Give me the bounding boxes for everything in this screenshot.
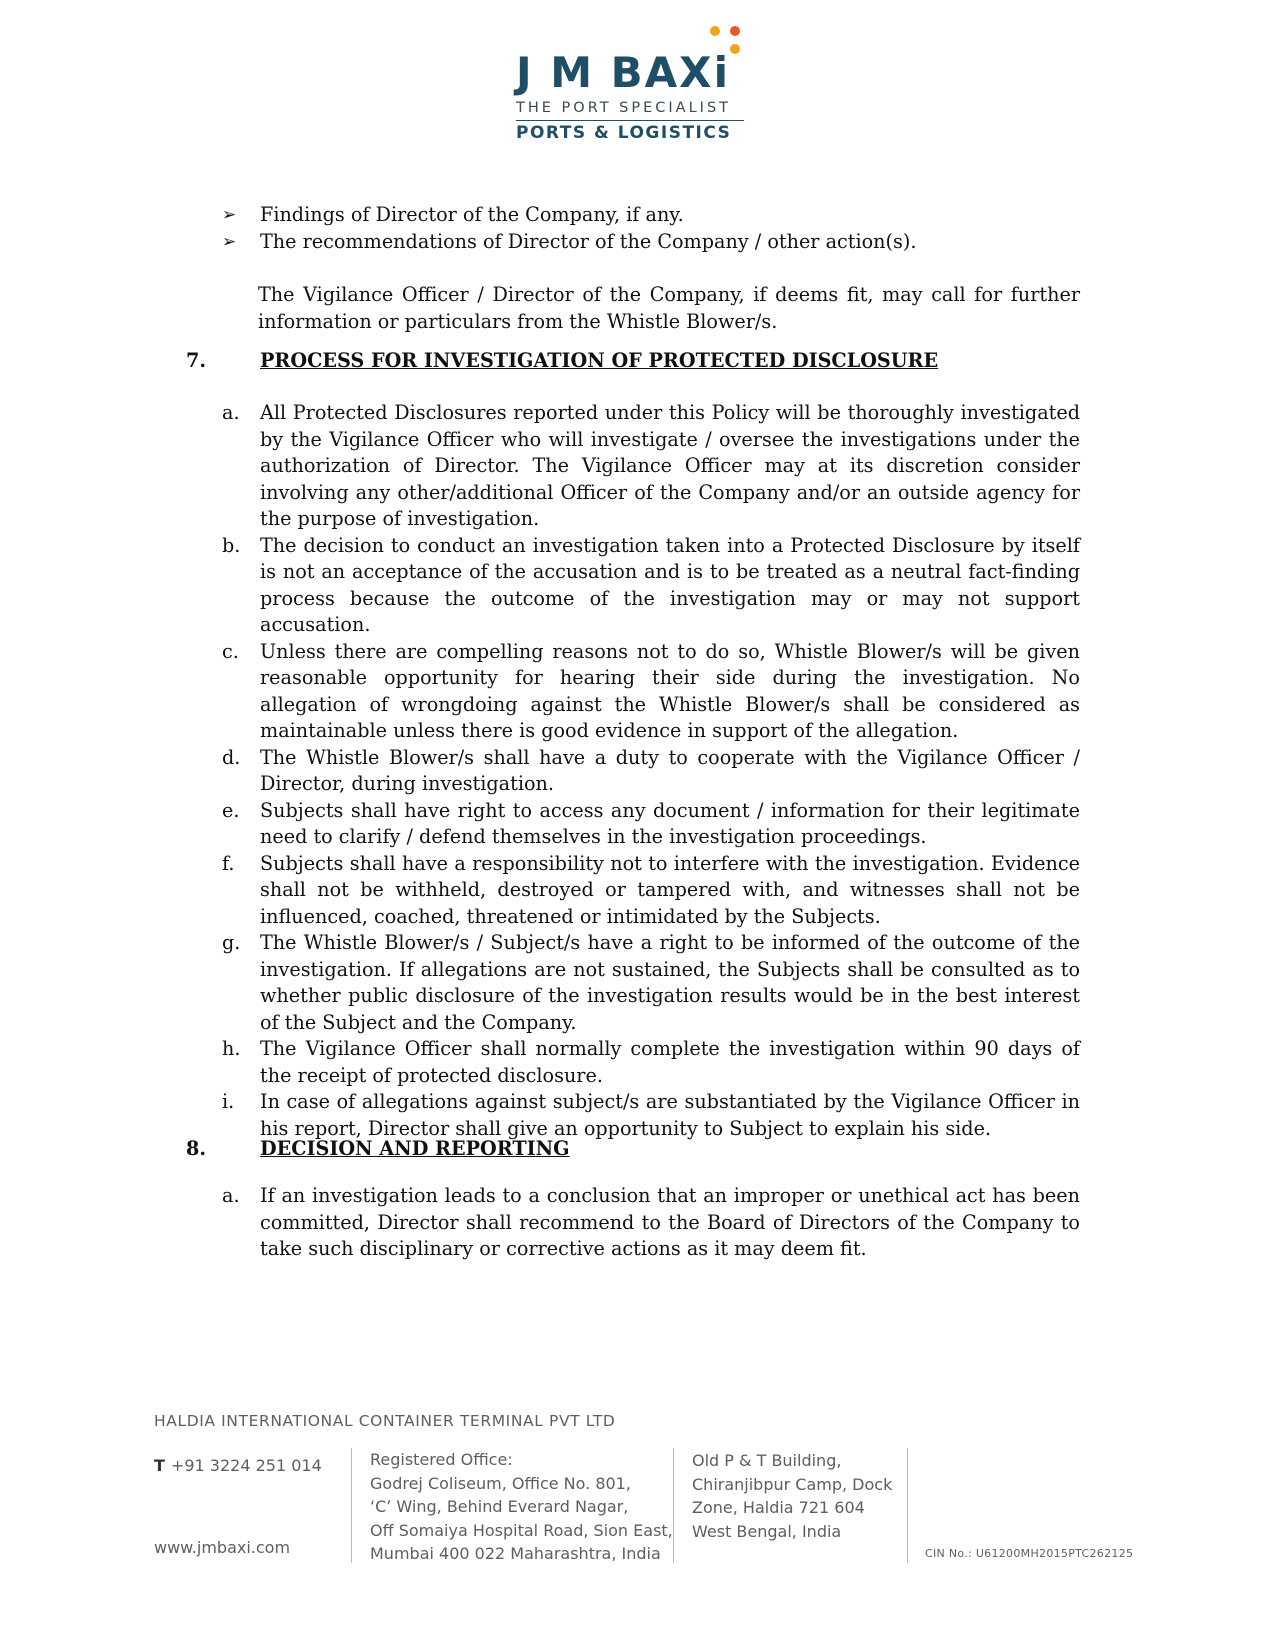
list-item <box>220 851 1080 931</box>
address-line: Off Somaiya Hospital Road, Sion East, <box>370 1520 673 1540</box>
footer-divider <box>673 1448 674 1563</box>
phone-number: +91 3224 251 014 <box>170 1456 322 1475</box>
item-text: Unless there are compelling reasons not to do so, Whistle Blower/s will be given reasonable opportunity for hearing their side during the investigation. No allegation of wrongdoing against the Whistle Blower/s shall be considered as maintainable unless there is good evidence in support of the allegation. <box>260 639 1080 742</box>
item-letter: d. <box>222 745 241 769</box>
arrow-bullet-icon: ➢ <box>222 205 237 225</box>
item-letter: g. <box>222 931 241 954</box>
footer-cin-number: CIN No.: U61200MH2015PTC262125 <box>925 1547 1134 1560</box>
footer-divider <box>907 1448 908 1563</box>
arrow-bullet-icon: ➢ <box>222 231 237 252</box>
item-letter: a. <box>222 1184 240 1207</box>
footer-phone <box>154 1456 322 1475</box>
item-text: If an investigation leads to a conclusion that an improper or unethical act has been committed, Director shall recommend to the Board of Directors of the Company to take such disciplinary or corrective actions as it may deem fit. <box>260 1184 1080 1260</box>
logo-brand: J M BAXi <box>516 48 730 97</box>
item-text: All Protected Disclosures reported under this Policy will be thoroughly investigated by the Vigilance Officer who will investigate / oversee the investigations under the authorization of Director. The Vigilance Officer may at its discretion consider involving any other/additional Officer of the Company and/or an outside agency for the purpose of investigation. <box>260 401 1080 530</box>
address-line: Zone, Haldia 721 604 <box>692 1498 865 1517</box>
address-line: Mumbai 400 022 Maharashtra, India <box>370 1544 661 1563</box>
footer-website[interactable]: www.jmbaxi.com <box>154 1538 291 1557</box>
address-line: Registered Office: <box>370 1450 513 1469</box>
phone-label: T <box>154 1456 165 1475</box>
item-text: The Vigilance Officer shall normally complete the investigation within 90 days of the receipt of protected disclosure. <box>260 1037 1080 1087</box>
item-text: Subjects shall have a responsibility not to interfere with the investigation. Evidence shall not be withheld, destroyed or tampered with, and witnesses shall not be influenced, coached, threatened or intimidated by the Subjects. <box>260 851 1080 928</box>
address-line: West Bengal, India <box>692 1521 842 1541</box>
item-letter: e. <box>222 798 240 822</box>
logo-dot-orange <box>730 44 740 54</box>
item-text: The Whistle Blower/s shall have a duty to cooperate with the Vigilance Officer / Director, during investigation. <box>260 745 1080 795</box>
list-item <box>220 798 1080 851</box>
section-title: PROCESS FOR INVESTIGATION OF PROTECTED DISCLOSURE <box>260 349 939 372</box>
logo-dot-red <box>730 26 740 36</box>
section-number: 7. <box>186 349 207 372</box>
list-item <box>220 1183 1080 1263</box>
list-item <box>220 1089 1080 1142</box>
section-number: 8. <box>186 1137 207 1160</box>
item-text: The Whistle Blower/s / Subject/s have a right to be informed of the outcome of the investigation. If allegations are not sustained, the Subjects shall be consulted as to whether public disclosure of the investigation results would be in the best interest of the Subject and the Company. <box>260 931 1080 1034</box>
footer-divider <box>351 1448 352 1563</box>
logo-subtagline: PORTS & LOGISTICS <box>516 120 744 143</box>
address-line: Godrej Coliseum, Office No. 801, <box>370 1473 631 1493</box>
address-line: ‘C’ Wing, Behind Everard Nagar, <box>370 1497 629 1516</box>
bullet-text: Findings of Director of the Company, if any. <box>260 203 684 226</box>
item-text: The decision to conduct an investigation taken into a Protected Disclosure by itself is not an acceptance of the accusation and is to be treated as a neutral fact-finding process because the outcome of the investigation may or may not support accusation. <box>260 533 1080 636</box>
list-item <box>220 533 1080 639</box>
list-item <box>220 1036 1080 1089</box>
section-title: DECISION AND REPORTING <box>260 1137 570 1160</box>
item-text: Subjects shall have right to access any document / information for their legitimate need to clarify / defend themselves in the investigation proceedings. <box>260 798 1080 848</box>
list-item <box>220 930 1080 1036</box>
bullet-item <box>220 202 1080 229</box>
section-7-list <box>220 400 1080 1142</box>
item-text: In case of allegations against subject/s are substantiated by the Vigilance Officer in his report, Director shall give an opportunity to Subject to explain his side. <box>260 1090 1080 1140</box>
item-letter: h. <box>222 1037 241 1060</box>
logo-tagline: THE PORT SPECIALIST <box>516 100 732 116</box>
item-letter: b. <box>222 533 241 557</box>
address-line: Old P & T Building, <box>692 1451 842 1470</box>
item-letter: i. <box>222 1090 235 1113</box>
bullet-list <box>220 202 1080 255</box>
item-letter: a. <box>222 401 240 424</box>
bullet-text: The recommendations of Director of the Company / other action(s). <box>260 229 917 253</box>
list-item <box>220 400 1080 533</box>
address-line: Chiranjibpur Camp, Dock <box>692 1474 893 1494</box>
company-logo <box>516 24 756 144</box>
item-letter: f. <box>222 851 235 875</box>
registered-office-address <box>370 1448 673 1566</box>
list-item <box>220 745 1080 798</box>
footer-company-name: HALDIA INTERNATIONAL CONTAINER TERMINAL PVT LTD <box>154 1412 616 1430</box>
item-letter: c. <box>222 639 239 663</box>
logo-dot-orange <box>710 26 720 36</box>
bullet-item <box>220 229 1080 256</box>
site-address <box>692 1449 892 1543</box>
list-item <box>220 639 1080 745</box>
section-8-list <box>220 1183 1080 1263</box>
intro-paragraph: The Vigilance Officer / Director of the Company, if deems fit, may call for further information or particulars from the Whistle Blower/s. <box>258 283 1080 333</box>
